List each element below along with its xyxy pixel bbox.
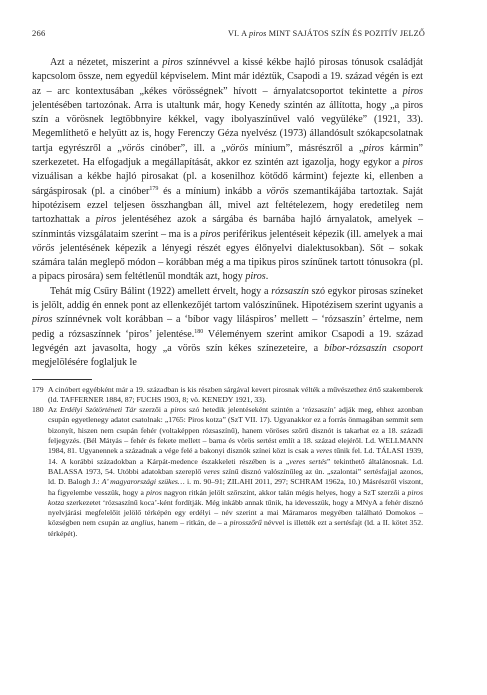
footnote-separator bbox=[32, 379, 92, 380]
running-header bbox=[32, 28, 425, 38]
italic-run: veres bbox=[203, 466, 220, 476]
text-run: szemantikájába tartoztak. Saját hipotézisem ezzel teljesen összhangban áll, mivel azt feltételezem, hogy eredetileg nem tartozhattak a bbox=[32, 185, 423, 226]
italic-run: vörös bbox=[32, 242, 55, 254]
footnote bbox=[32, 385, 423, 406]
text-run: jelentésének képezik a lényegi részét egyes élőnyelvi dialektusokban). Sőt – sokak számára talán meglepő módon – korábban még a ma tipikus piros színűnek tartott tónusokra (pl. a pipacs pirosára) sem feltétlenül mondták azt, hogy bbox=[32, 242, 423, 283]
italic-run: piros bbox=[363, 142, 384, 154]
italic-run: piros bbox=[402, 85, 423, 97]
footnote-text bbox=[48, 405, 423, 539]
text-run: Az bbox=[48, 405, 60, 415]
text-run: tűnik fel. Ld. TÁLASI 1939, 14. A korábbi századokban a Kárpát-medence északkeleti részében is a „ bbox=[48, 446, 423, 466]
text-run: cinóber”, ill. a „ bbox=[144, 142, 226, 154]
paragraph bbox=[32, 56, 423, 285]
italic-run: vörös bbox=[121, 142, 145, 154]
text-run: szerzői a bbox=[136, 405, 171, 415]
paragraph bbox=[32, 285, 423, 371]
italic-run: vörös bbox=[225, 142, 249, 154]
italic-run: veres sertés bbox=[289, 456, 327, 466]
italic-run: piros bbox=[32, 314, 53, 326]
chapter-rest: MINT SAJÁTOS SZÍN ÉS POZITÍV JELZŐ bbox=[268, 29, 425, 38]
text-run: . bbox=[265, 271, 269, 283]
text-run: nagyon ritkán jelölt szőrszínt, akkor talán mégis helyes, hogy a SzT szerzői a bbox=[161, 487, 408, 497]
italic-run: piros bbox=[162, 57, 183, 68]
italic-run: piros bbox=[95, 214, 117, 226]
footnote bbox=[32, 405, 423, 539]
footnotes bbox=[32, 385, 423, 539]
text-run: megjelölésére foglaljuk le bbox=[32, 357, 137, 369]
italic-run: veres bbox=[316, 446, 333, 456]
italic-run: piros bbox=[146, 487, 162, 497]
text-run: , hanem – ritkán, de – a bbox=[153, 518, 230, 528]
text-run: periférikus jelentéseit képezik (ill. amelyek a mai bbox=[220, 228, 423, 240]
text-run: névvel is illették ezt a sertésfajt (ld. a II. kötet 352. térképét). bbox=[48, 518, 424, 538]
main-text bbox=[32, 56, 423, 539]
italic-run: Erdélyi Szótörténeti Tár bbox=[60, 405, 137, 415]
italic-run: piros bbox=[245, 271, 266, 283]
text-run: és a mínium) inkább a bbox=[158, 185, 267, 197]
italic-run: A’ magyarországi szükes… bbox=[101, 477, 185, 487]
footnote-text bbox=[48, 385, 423, 406]
chapter-italic-word: piros bbox=[248, 29, 267, 38]
text-run: A cinóbert egyébként már a 19. században is kis részben sárgával kevert pirosnak vélték a művészethez értő szakemberek (ld. TAFFERNER 1884, 87; FUCHS 1903, 8; vö. KENEDY 1921, 33). bbox=[48, 384, 423, 404]
text-run: szerkezetet ‘rózsaszínű koca’-ként fordítják. Még inkább annak tűnik, ha idevesszük, hogy a MNyA a fehér disznó nyelvjárási megfelelőit jelölő térképén egy erdélyi – név szerint a mai Máramaros megyében található Domokos – községben nem csupán az bbox=[48, 497, 423, 528]
text-run: szó egykor pirosas színeket is jelölt, addig én ennek pont az ellenkezőjét tartom valószínűnek. Hipotézisem szerint ugyanis a bbox=[32, 285, 423, 312]
italic-run: bíbor-rózsaszín csoport bbox=[324, 342, 423, 354]
text-run: színű disznó valószínűleg az ún. „szalontai” sertésfajjal azonos, ld. D. Balogh J.: bbox=[48, 466, 423, 487]
footnote-ref: 180 bbox=[194, 328, 204, 335]
text-run: színnévnek volt korábban – a ‘bíbor vagy liláspiros’ mellett – ‘rózsaszín’ értelme, nem pedig a rózsaszínnek ‘piros’ jelentése. bbox=[32, 314, 423, 340]
text-run: Azt a nézetet, miszerint a bbox=[50, 57, 163, 68]
italic-run: piros bbox=[200, 228, 221, 240]
italic-run: anglius bbox=[130, 518, 154, 528]
text-run: Tehát míg Csűry Bálint (1922) amellett érvelt, hogy a bbox=[50, 285, 272, 297]
italic-run: piros bbox=[170, 405, 187, 415]
chapter-prefix: VI. A bbox=[227, 29, 247, 38]
page-number: 266 bbox=[32, 28, 46, 38]
italic-run: vörös bbox=[266, 185, 289, 197]
text-run: jelentésében tartozónak. Arra is utaltunk már, hogy Kenedy szintén az állította, hogy „a piros szín a vörösnek legtöbbnyire kékkel, vagy ibolyaszínűvel való vegyüléke” (1921, 33). Megemlíthető e helyütt az is, hogy Ferenczy Géza nyelvész (1973) állandósult szókapcsolatnak tartja egyrészről a „ bbox=[32, 99, 423, 154]
italic-run: piros bbox=[402, 157, 423, 169]
paragraphs bbox=[32, 56, 423, 371]
italic-run: piros kotza bbox=[48, 487, 424, 507]
text-run: mínium”, másrészről a „ bbox=[248, 142, 364, 154]
italic-run: rózsaszín bbox=[271, 285, 309, 297]
italic-run: pirosszőrű bbox=[229, 518, 262, 528]
text-run: kármin” szerkezetet. Ha elfogadjuk a megállapítását, akkor ez szintén azt igazolja, hogy egykor a bbox=[32, 142, 423, 169]
footnote-ref: 179 bbox=[149, 185, 159, 192]
text-run: jelentéséhez azok a sárgába és barnába hajló árnyalatok, amelyek – színmintás vizsgálataim szerint – ma is a bbox=[32, 214, 423, 240]
text-run: vizuálisan a kékbe hajló pirosakat (pl. a kosenilhoz kötődő kármint) fejezte ki, ellenben a sárgáspirosak (pl. a cinóber bbox=[32, 171, 423, 197]
text-run: színnévvel a kissé kékbe hajló pirosas tónusok családját kapcsolom össze, nem egyedül képviselem. Mint már idéztük, Csapodi a 19. század végén is ezt az – arc kontextusában „kékes vörösségnek” hívott – árnyalatcsoportot tekintette a bbox=[32, 57, 423, 97]
text-run: ” tekinthető általánosnak. Ld. BALASSA 1973, 54. Utóbbi adatokban szereplő bbox=[48, 456, 423, 476]
footnote-number: 180 bbox=[32, 405, 44, 415]
text-run: Véleményem szerint amikor Csapodi a 19. század legvégén azt javasolta, hogy „a vörös szín kékes színezeteire, a bbox=[32, 328, 423, 354]
footnote-number: 179 bbox=[32, 384, 44, 394]
text-run: szó hetedik jelentéseként szintén a ‘rózsaszín’ adják meg, ehhez azonban csupán egyetlenegy adatot csatolnak: „1765: Piros kotza” (SzT VII. 17). Ugyanakkor ez a forrás önmagában semmit sem bizonyít, hiszen nem csupán fehér (voltaképpen rózsaszínű), hanem vöröses szőrű disznót is takarhat ez a 18. századi feljegyzés. (Bél Mátyás – fehér és fekete mellett – barna és vörös sertést említ a 18. század elejéről. Ld. WELLMANN 1984, 81. Ugyanennek a századnak a vége felé a bakonyi disznók színei közt is csak a bbox=[48, 405, 423, 456]
chapter-title bbox=[228, 29, 425, 38]
text-run: i. m. 90–91; ZILAHI 2011, 297; SCHRAM 1962a, 10.) Másrészről viszont, ha figyelembe vesszük, hogy a bbox=[48, 477, 423, 497]
